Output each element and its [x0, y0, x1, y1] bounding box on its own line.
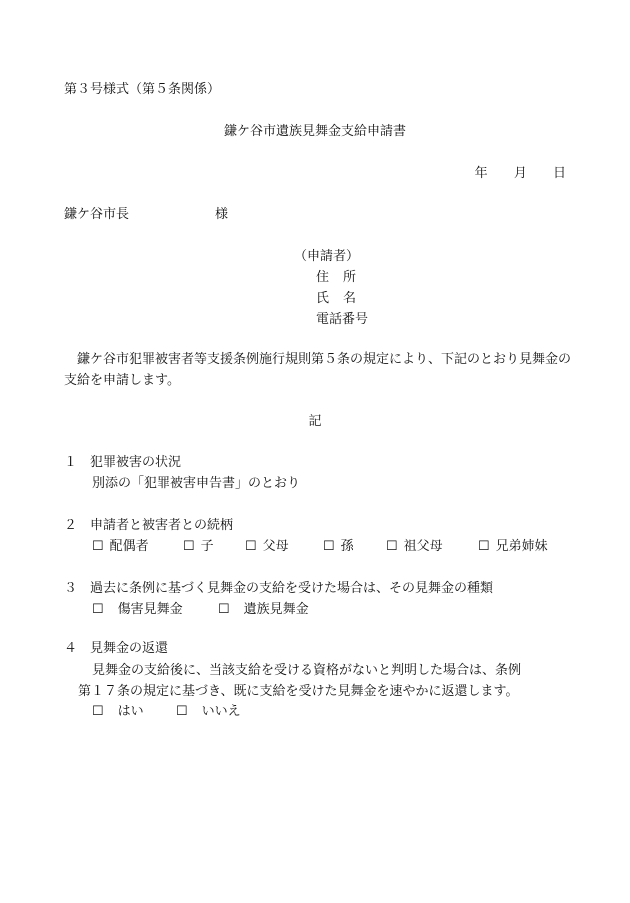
relationship-option-spouse[interactable]: ☐ 配偶者 [92, 539, 149, 554]
ki-heading: 記 [308, 414, 322, 429]
section-1-heading: １ 犯罪被害の状況 [64, 455, 182, 470]
relationship-option-parent[interactable]: ☐ 父母 [245, 539, 289, 554]
relationship-option-sibling[interactable]: ☐ 兄弟姉妹 [478, 539, 548, 554]
checkbox-icon: ☐ [218, 602, 230, 617]
applicant-phone-label: 電話番号 [316, 312, 369, 327]
past-benefit-option-injury[interactable]: ☐ 傷害見舞金 [92, 602, 183, 617]
section-1-content: 別添の「犯罪被害申告書」のとおり [92, 476, 301, 491]
form-number: 第３号様式（第５条関係） [64, 82, 221, 97]
section-4-heading: ４ 見舞金の返還 [64, 641, 169, 656]
date-row [453, 166, 566, 182]
date-day-label: 日 [552, 166, 566, 181]
document-title: 鎌ケ谷市遺族見舞金支給申請書 [223, 124, 406, 139]
applicant-address-label: 住 所 [316, 270, 357, 285]
checkbox-icon: ☐ [92, 704, 104, 719]
refund-option-yes[interactable]: ☐ はい [92, 704, 144, 719]
checkbox-icon: ☐ [176, 704, 188, 719]
relationship-option-grandparent[interactable]: ☐ 祖父母 [386, 539, 443, 554]
applicant-name-label: 氏 名 [316, 291, 357, 306]
refund-option-no[interactable]: ☐ いいえ [176, 704, 241, 719]
section-3-heading: ３ 過去に条例に基づく見舞金の支給を受けた場合は、その見舞金の種類 [64, 581, 494, 596]
applicant-heading: （申請者） [294, 249, 360, 264]
relationship-option-grandchild[interactable]: ☐ 孫 [323, 539, 354, 554]
date-year-label: 年 [474, 166, 488, 181]
section-4-statement: 見舞金の支給後に、当該支給を受ける資格がないと判明した場合は、条例 第１７条の規定に基づき、既に支給を受けた見舞金を速やかに返還します。 [78, 663, 522, 699]
checkbox-icon: ☐ [323, 539, 335, 554]
checkbox-icon: ☐ [386, 539, 398, 554]
body-text: 鎌ケ谷市犯罪被害者等支援条例施行規則第５条の規定により、下記のとおり見舞金の支給を申請します。 [64, 352, 572, 388]
checkbox-icon: ☐ [478, 539, 490, 554]
past-benefit-option-bereavement[interactable]: ☐ 遺族見舞金 [218, 602, 309, 617]
checkbox-icon: ☐ [183, 539, 195, 554]
checkbox-icon: ☐ [245, 539, 257, 554]
date-month-label: 月 [513, 166, 527, 181]
relationship-option-child[interactable]: ☐ 子 [183, 539, 214, 554]
checkbox-icon: ☐ [92, 602, 104, 617]
addressee-honorific: 様 [215, 207, 229, 222]
addressee [64, 207, 229, 223]
checkbox-icon: ☐ [92, 539, 104, 554]
section-2-heading: ２ 申請者と被害者との続柄 [64, 518, 234, 533]
addressee-name: 鎌ケ谷市長 [64, 207, 130, 222]
